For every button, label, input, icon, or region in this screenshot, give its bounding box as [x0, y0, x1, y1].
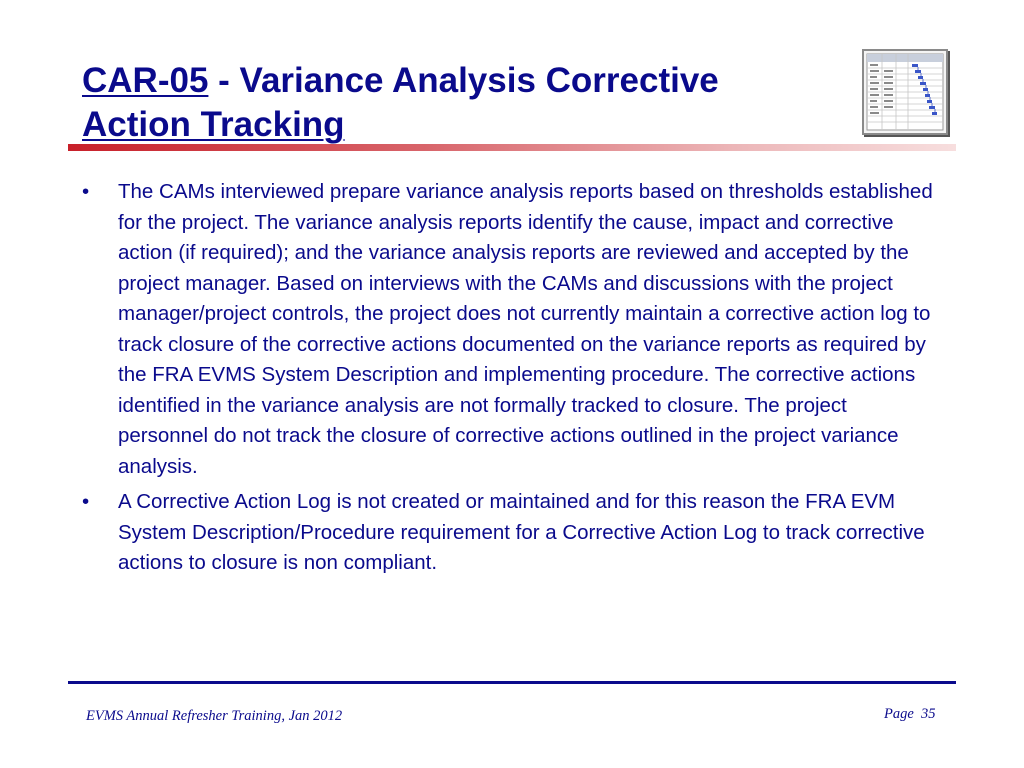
- title-line2: Action Tracking: [82, 105, 345, 144]
- footer-divider: [68, 681, 956, 684]
- title-line1: - Variance Analysis Corrective: [208, 61, 719, 100]
- list-item: [82, 177, 942, 482]
- page-label: Page: [884, 706, 914, 722]
- title-divider: [68, 144, 956, 151]
- bullet-list: [82, 177, 942, 584]
- bullet-glyph: •: [82, 180, 90, 203]
- page-number: [884, 706, 936, 723]
- list-item: [82, 487, 942, 579]
- page-number-value: 35: [921, 706, 936, 722]
- slide-title: [82, 59, 842, 147]
- schedule-gantt-thumbnail-icon: [862, 49, 948, 135]
- bullet-text: The CAMs interviewed prepare variance analysis reports based on thresholds established for the project. The variance analysis reports identify the cause, impact and corrective action (if required); and the variance analysis reports are reviewed and accepted by the project manager. Based on interviews with the CAMs and discussions with the project manager/project controls, the project does not currently maintain a corrective action log to track closure of the corrective actions documented on the variance reports as required by the FRA EVMS System Description and implementing procedure. The corrective actions identified in the variance analysis are not formally tracked to closure. The project personnel do not track the closure of corrective actions outlined in the project variance analysis.: [118, 180, 933, 478]
- bullet-text: A Corrective Action Log is not created or maintained and for this reason the FRA EVM System Description/Procedure requirement for a Corrective Action Log to track corrective actions to closure is non compliant.: [118, 490, 925, 574]
- title-code-link[interactable]: CAR-05: [82, 61, 209, 100]
- bullet-glyph: •: [82, 490, 90, 513]
- footer-training-title: EVMS Annual Refresher Training, Jan 2012: [86, 708, 343, 724]
